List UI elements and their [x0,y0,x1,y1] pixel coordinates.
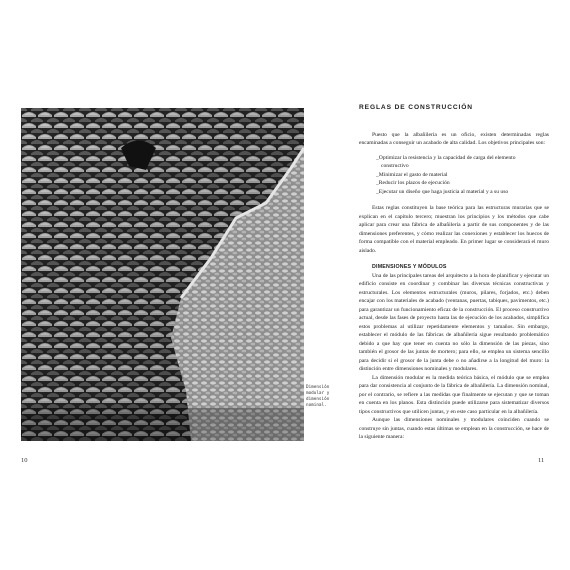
photo-caption [306,385,346,409]
paragraph: Una de las principales tareas del arquitecto a la hora de planificar y ejecutar un edificio consiste en coordinar y combinar las diversas técnicas constructivas y estructurales. Los elementos estructurales (muros, pilares, forjados, etc.) deben encajar con los materiales de acabado (ventanas, puertas, tabiques, pavimentos, etc.) para garantizar un funcionamiento eficaz de la construcción. El proceso constructivo actual, desde las fases de proyecto hasta las de ejecución de los acabados, simplifica estos problemas al utilizar repetidamente elementos y tamaños. Sin embargo, establecer el módulo de las fábricas de albañilería sigue resultando problemático debido a que hay que tener en cuenta no sólo la dimensión de las piezas, sino también el grosor de las juntas de mortero; para ello, se emplea un sistema sencillo para decidir si el grosor de la junta debe o no añadirse a la longitud del muro: la distinción entre dimensiones nominales y modulares. [359,272,549,372]
brick-wall-photo [21,108,304,441]
intro-paragraph: Puesto que la albañilería es un oficio, existen determinadas reglas encaminadas a conseguir un acabado de alta calidad. Los objetivos principales son: [359,131,549,146]
page-number-left: 10 [21,457,28,464]
paragraph: Aunque las dimensiones nominales y modulares coinciden cuando se construye sin juntas, cuando estas últimas se emplean en la construcción, se hace de la siguiente manera: [359,417,549,440]
page-number-right: 11 [538,457,545,464]
objective-item: constructivo [381,163,409,169]
caption-line: nominal. [306,403,327,408]
objectives-list [376,154,549,197]
caption-line: Dimensión [306,385,330,390]
objective-item: _Minimizar el gasto de material [376,171,448,178]
right-page-text [359,104,549,442]
objective-item: _Reducir los plazos de ejecución [376,180,450,186]
caption-line: dimensión [306,397,330,402]
caption-line: modular y [306,391,330,396]
objective-item: _Optimizar la resistencia y la capacidad de carga del elemento [376,154,516,161]
section-heading: REGLAS DE CONSTRUCCIÓN [359,104,473,111]
brick-wall-image [21,108,304,441]
objective-item: _Ejecutar un diseño que haga justicia al material y a su uso [376,188,509,195]
subheading: DIMENSIONES Y MÓDULOS [372,264,447,270]
paragraph: Estas reglas constituyen la base teórica para las estructuras murarias que se explican en el capítulo tercero; muestran los principios y los métodos que cabe aplicar para crear una fábrica de albañilería a partir de sus componentes y de las dimensiones preferentes, y cómo realizar las conexiones y establecer los huecos de forma compatible con el material empleado. En primer lugar se considerará el muro aislado. [359,205,549,254]
paragraph: La dimensión modular es la medida teórica básica, el módulo que se emplea para dar consistencia al conjunto de la fábrica de albañilería. La dimensión nominal, por el contrario, se refiere a las medidas que finalmente se ejecutan y que se toman en cuenta en los planos. Esta distinción puede utilizarse para sistematizar diversos tipos constructivos que utilicen juntas, y en este caso particular en la albañilería. [359,374,549,415]
